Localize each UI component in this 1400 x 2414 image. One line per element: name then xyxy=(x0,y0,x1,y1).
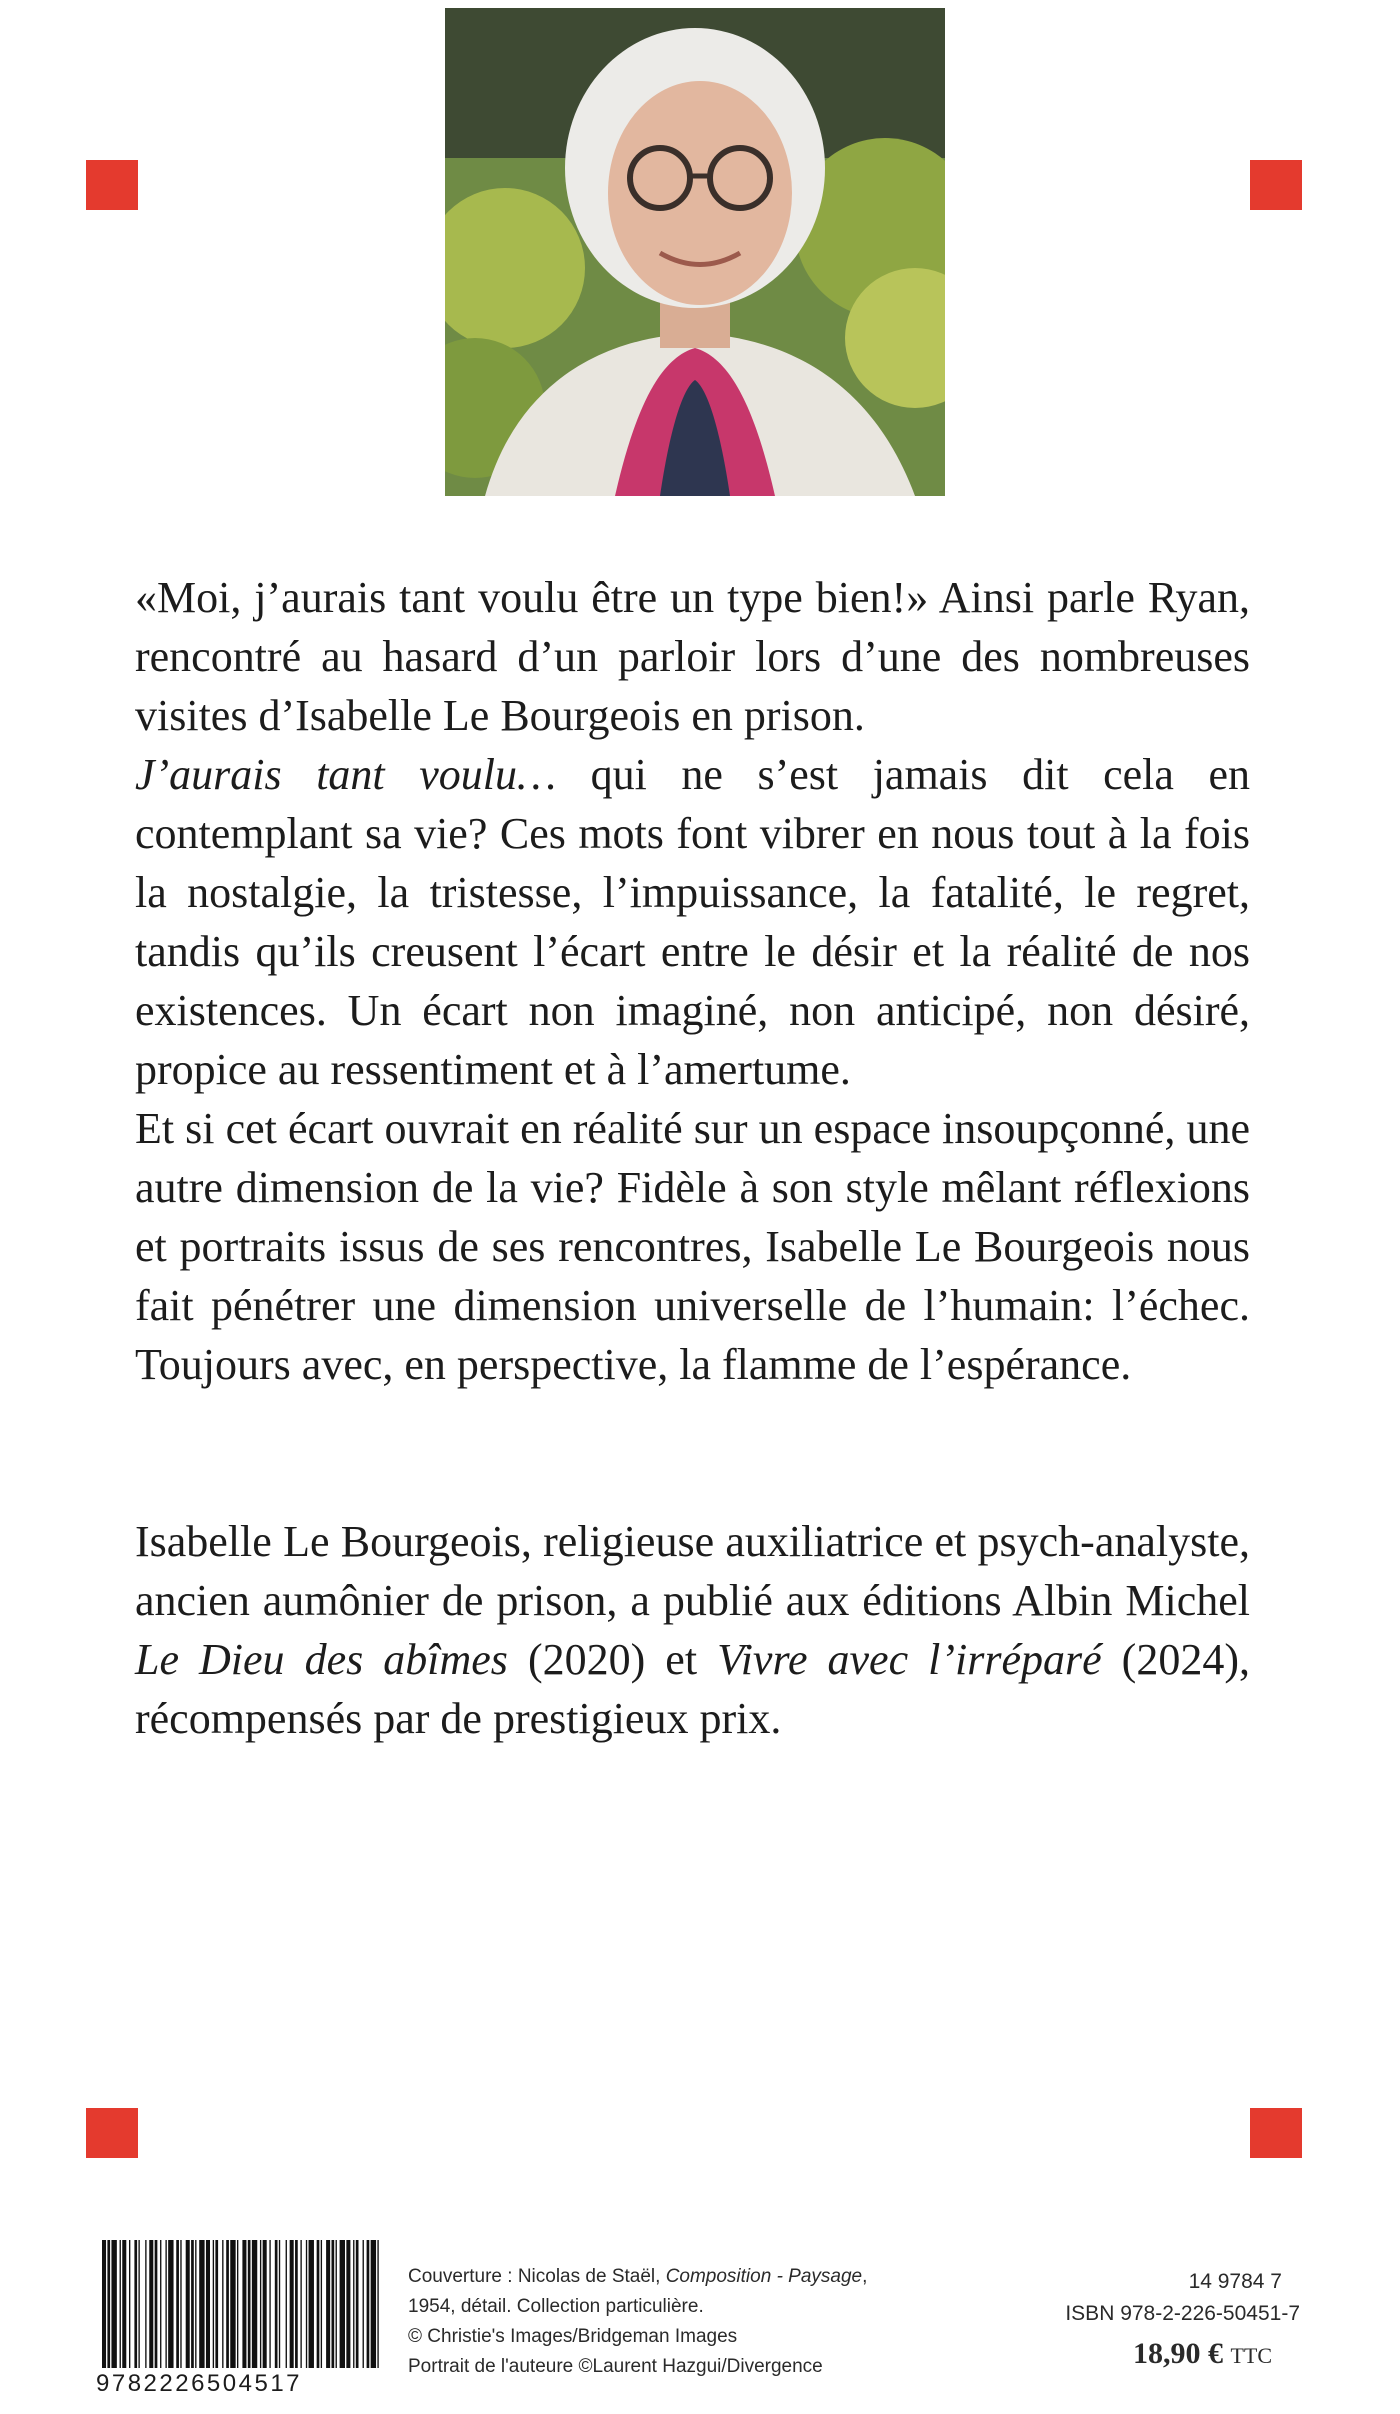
barcode-bar xyxy=(363,2240,364,2380)
blurb-text xyxy=(135,568,1250,1394)
price-suffix: TTC xyxy=(1230,2343,1272,2368)
barcode-bar xyxy=(222,2240,223,2380)
barcode-bar xyxy=(180,2240,181,2380)
barcode-bar xyxy=(230,2240,235,2380)
barcode-bar xyxy=(111,2240,116,2380)
barcode-bar xyxy=(377,2240,378,2380)
credits-artwork-title: Composition - Paysage xyxy=(665,2266,863,2287)
barcode-bar xyxy=(309,2240,314,2380)
reference-number: 14 9784 7 xyxy=(1188,2270,1282,2293)
barcode-bar xyxy=(326,2240,330,2380)
barcode-bar xyxy=(300,2240,301,2380)
credits-line-1-c: , xyxy=(862,2266,868,2287)
credits-line-2: 1954, détail. Collection particulière. xyxy=(408,2296,704,2317)
barcode-bar xyxy=(252,2240,257,2380)
barcode-bar xyxy=(199,2240,204,2380)
barcode-bar xyxy=(346,2240,350,2380)
cover-credits xyxy=(408,2262,928,2382)
barcode-bar xyxy=(371,2240,376,2380)
barcode-bar xyxy=(168,2240,173,2380)
blurb-paragraph-2-text: qui ne s’est jamais dit cela en contemplant sa vie? Ces mots font vibrer en nous tout à la fois la nostalgie, la tristesse, l’impuissance, la fatalité, le regret, tandis qu’ils creusent l’écart entre le désir et la réalité de nos existences. Un écart non imaginé, non anticipé, non désiré, propice au ressentiment et à l’amertume. xyxy=(135,750,1250,1094)
barcode-bar xyxy=(186,2240,190,2380)
bio-part-3: (2024), récompensés par de prestigieux prix. xyxy=(135,1635,1250,1743)
barcode-bar xyxy=(332,2240,335,2380)
barcode-bar xyxy=(321,2240,322,2380)
barcode-bar xyxy=(120,2240,121,2380)
barcode-bar xyxy=(237,2240,238,2380)
credits-line-1 xyxy=(408,2262,928,2292)
barcode-bar xyxy=(149,2240,153,2380)
barcode-bar xyxy=(263,2240,267,2380)
barcode-bar xyxy=(248,2240,251,2380)
barcode-bar xyxy=(102,2240,106,2380)
isbn: ISBN 978-2-226-50451-7 xyxy=(1065,2302,1300,2325)
blurb-paragraph-1: «Moi, j’aurais tant voulu être un type bien!» Ainsi parle Ryan, rencontré au hasard d’un parloir lors d’une des nombreuses visites d’Isabelle Le Bourgeois en prison. xyxy=(135,573,1250,740)
blurb-paragraph-3: Et si cet écart ouvrait en réalité sur un espace insoupçonné, une autre dimension de la vie? Fidèle à son style mêlant réflexions et portraits issus de ses rencontres, Isabelle Le Bourgeois nous fait pénétrer une dimension universelle de l’humain: l’échec. Toujours avec, en perspective, la flamme de l’espérance. xyxy=(135,1104,1250,1389)
barcode-bar xyxy=(367,2240,370,2380)
corner-square-bottom-right xyxy=(1250,2108,1302,2158)
price-block xyxy=(1030,2266,1300,2378)
barcode-bar xyxy=(356,2240,359,2380)
barcode-bar xyxy=(260,2240,261,2380)
barcode-bar xyxy=(290,2240,294,2380)
credits-line-4: Portrait de l'auteure ©Laurent Hazgui/Divergence xyxy=(408,2356,823,2377)
barcode-bar xyxy=(306,2240,307,2380)
barcode-bar xyxy=(107,2240,110,2380)
blurb-quote-italic: J’aurais tant voulu… xyxy=(135,750,557,799)
barcode-number: 9782226504517 xyxy=(96,2368,386,2398)
barcode-bar xyxy=(129,2240,130,2380)
barcode-bar xyxy=(134,2240,137,2380)
blurb-paragraph-2 xyxy=(135,745,1250,1099)
price xyxy=(1030,2332,1300,2378)
bio-part-2: (2020) et xyxy=(507,1635,718,1684)
corner-square-top-left xyxy=(86,160,138,210)
barcode-bar xyxy=(269,2240,270,2380)
author-bio xyxy=(135,1512,1250,1748)
barcode-bar xyxy=(275,2240,278,2380)
bio-book-title-1: Le Dieu des abîmes xyxy=(135,1635,508,1684)
barcode-bar xyxy=(122,2240,126,2380)
barcode-bar xyxy=(195,2240,196,2380)
barcode-bar xyxy=(353,2240,354,2380)
barcode-bar xyxy=(295,2240,298,2380)
barcode-bar xyxy=(176,2240,179,2380)
bio-book-title-2: Vivre avec l’irréparé xyxy=(717,1635,1102,1684)
corner-square-top-right xyxy=(1250,160,1302,210)
barcode-bar xyxy=(206,2240,210,2380)
barcode-bar xyxy=(165,2240,166,2380)
barcode-bar xyxy=(317,2240,320,2380)
barcode-bar xyxy=(226,2240,229,2380)
barcode-bar xyxy=(279,2240,280,2380)
author-portrait xyxy=(445,8,945,496)
barcode-bar xyxy=(242,2240,246,2380)
credits-line-3: © Christie's Images/Bridgeman Images xyxy=(408,2326,738,2347)
barcode-bar xyxy=(213,2240,214,2380)
price-value: 18,90 € xyxy=(1132,2337,1223,2370)
barcode-bar xyxy=(160,2240,161,2380)
barcode-bar xyxy=(215,2240,218,2380)
bio-part-1: Isabelle Le Bourgeois, religieuse auxiliatrice et psych-analyste, ancien aumônier de prison, a publié aux éditions Albin Michel xyxy=(135,1517,1250,1625)
barcode xyxy=(102,2240,380,2380)
barcode-bar xyxy=(340,2240,345,2380)
barcode-bar xyxy=(155,2240,158,2380)
barcode-bar xyxy=(138,2240,139,2380)
barcode-bar xyxy=(286,2240,287,2380)
barcode-bar xyxy=(145,2240,146,2380)
barcode-bar xyxy=(336,2240,337,2380)
barcode-bar xyxy=(191,2240,194,2380)
credits-line-1-a: Couverture : Nicolas de Staël, xyxy=(408,2266,666,2287)
corner-square-bottom-left xyxy=(86,2108,138,2158)
